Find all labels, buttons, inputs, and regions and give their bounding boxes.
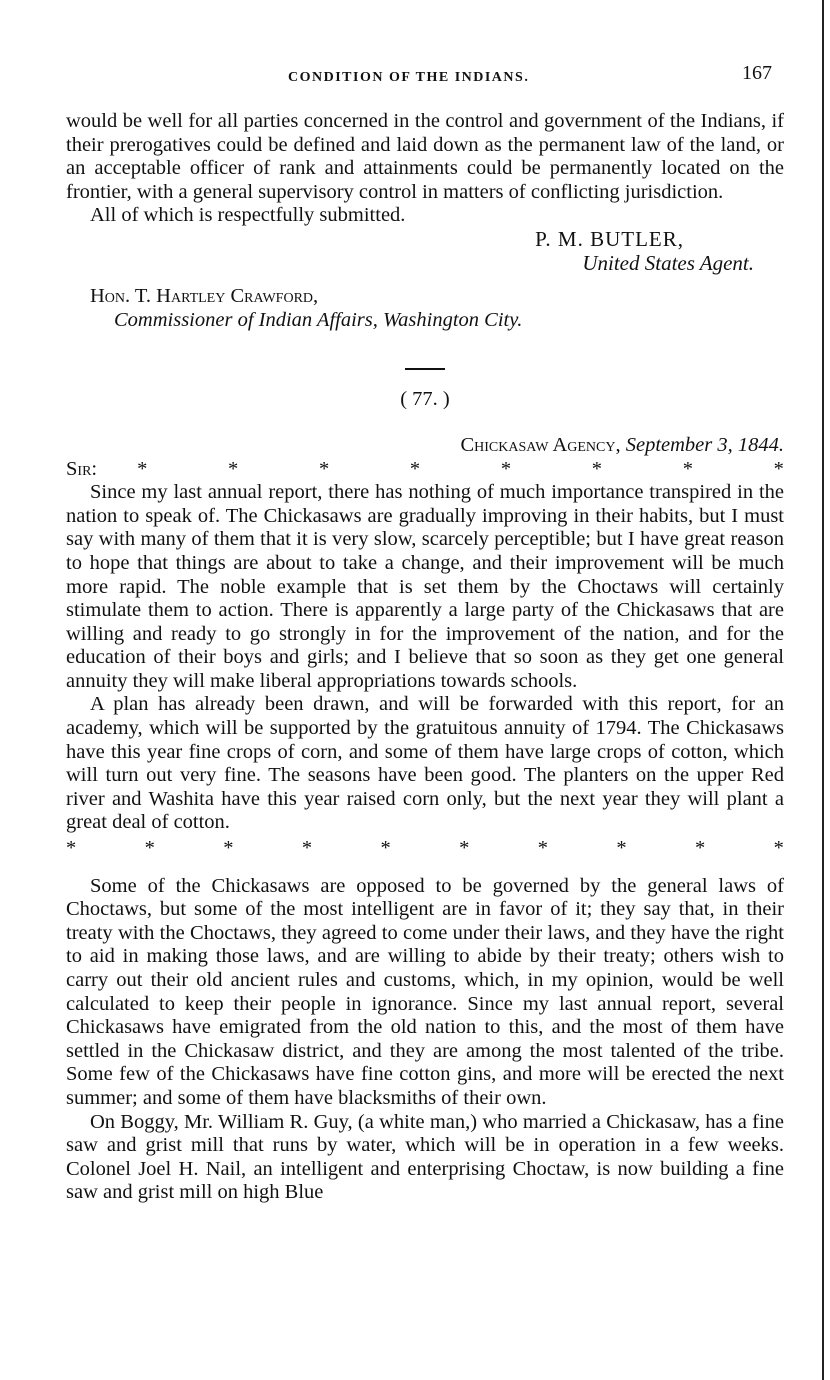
addressee-name: Hon. T. Hartley Crawford, <box>90 285 319 308</box>
ellipsis-star: * <box>682 457 693 480</box>
section-divider <box>405 368 445 370</box>
salutation: Sir: <box>66 457 98 480</box>
dateline <box>66 434 784 458</box>
paragraph: A plan has already been drawn, and will be forwarded with this report, for an academy, which will be supported by the gratuitous annuity of 1794. The Chickasaws have this year fine crops of corn, and some of them have large crops of cotton, which will turn out very fine. The seasons have been good. The planters on the upper Red river and Washita have this year raised corn only, but the next year they will plant a great deal of cotton. <box>66 693 784 834</box>
document-number: ( 77. ) <box>400 388 450 411</box>
page-number: 167 <box>742 62 772 84</box>
ellipsis-star: * <box>537 837 548 860</box>
ellipsis-star: * <box>695 837 706 860</box>
ellipsis-star: * <box>773 457 784 480</box>
ellipsis-star: * <box>144 837 155 860</box>
addressee-title: Commissioner of Indian Affairs, Washington City. <box>114 308 523 331</box>
ellipsis-star: * <box>137 457 148 480</box>
ellipsis-star: * <box>500 457 512 480</box>
ellipsis-star: * <box>591 457 603 480</box>
signature-name: P. M. BUTLER, <box>535 226 684 251</box>
salutation-line <box>66 458 784 482</box>
ellipsis-star: * <box>66 837 77 860</box>
ellipsis-stars-mid <box>66 837 784 861</box>
dateline-date: September 3, 1844. <box>625 433 784 456</box>
signature-title: United States Agent. <box>582 250 754 275</box>
paragraph: On Boggy, Mr. William R. Guy, (a white man,) who married a Chickasaw, has a fine saw and grist mill that runs by water, which will be in operation in a few weeks. Colonel Joel H. Nail, an intelligent and enterprising Choctaw, is now building a fine saw and grist mill on high Blue <box>66 1110 784 1204</box>
ellipsis-star: * <box>459 837 470 860</box>
ellipsis-star: * <box>228 457 239 480</box>
paragraph: Some of the Chickasaws are opposed to be governed by the general laws of Choctaws, but some of the most intelligent are in favor of it; they say that, in their treaty with the Choctaws, they agreed to come under their laws, and they have the right to aid in making those laws, and are willing to abide by their treaty; others wish to carry out their old ancient rules and customs, which, in my opinion, would be well calculated to keep their people in ignorance. Since my last annual report, several Chickasaws have emigrated from the old nation to this, and the most of them have settled in the Chickasaw district, and they are among the most talented of the tribe. Some few of the Chickasaws have fine cotton gins, and more will be erected the next summer; and some of them have blacksmiths of their own. <box>66 874 784 1109</box>
page-header <box>0 62 830 92</box>
closing-submitted: All of which is respectfully submitted. <box>90 204 406 227</box>
ellipsis-star: * <box>616 837 627 860</box>
ellipsis-star: * <box>223 837 234 860</box>
addressee-block <box>66 285 784 332</box>
ellipsis-star: * <box>773 837 784 860</box>
page-body <box>66 110 784 1205</box>
ellipsis-star: * <box>318 457 330 480</box>
ellipsis-star: * <box>380 837 391 860</box>
dateline-place: Chickasaw Agency, <box>460 433 621 456</box>
closing-paragraph: would be well for all parties concerned in the control and government of the Indians, if their prerogatives could be defined and laid down as the permanent law of the land, or an acceptable officer of rank and attainments could be permanently located on the frontier, with a general supervisory control in matters of conflicting jurisdiction. <box>66 110 784 203</box>
ellipsis-star: * <box>409 457 421 480</box>
page-edge-rule <box>822 0 824 1380</box>
ellipsis-star: * <box>301 837 313 860</box>
ellipsis-stars-top <box>137 458 784 482</box>
running-head: CONDITION OF THE INDIANS. <box>288 70 530 85</box>
paragraph: Since my last annual report, there has nothing of much importance transpired in the nation to speak of. The Chickasaws are gradually improving in their habits, but I must say with many of them that it is very slow, scarcely perceptible; but I have great reason to hope that things are about to take a change, and their improvement will be much more rapid. The noble example that is set them by the Choctaws will certainly stimulate them to action. There is apparently a large party of the Chickasaws that are willing and ready to go strongly in for the improvement of the nation, and for the education of their boys and girls; and I believe that so soon as they get one general annuity they will make liberal appropriations towards schools. <box>66 481 784 692</box>
